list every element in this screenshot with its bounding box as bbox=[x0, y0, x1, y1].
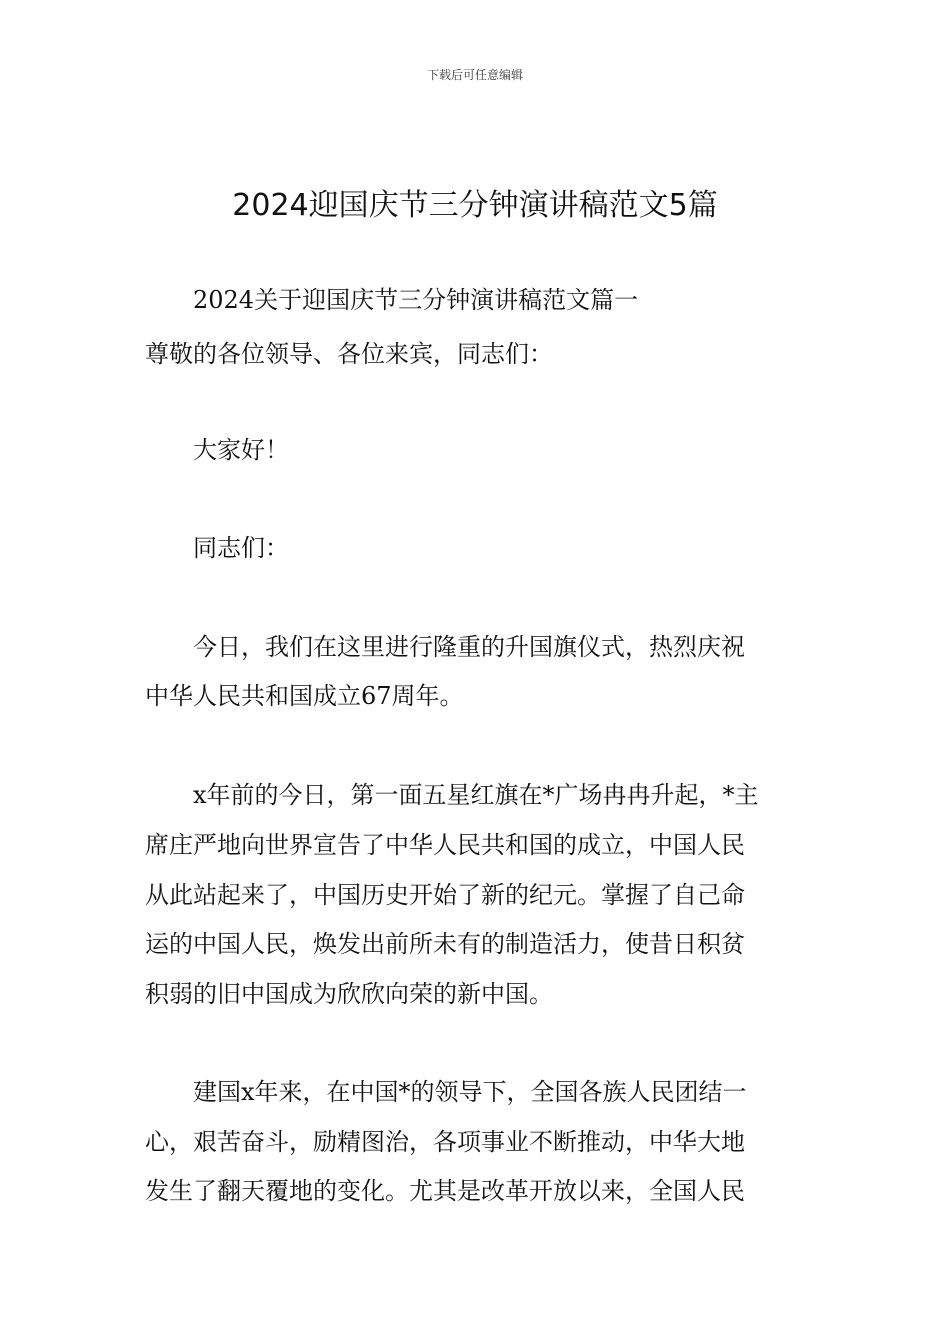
para2-line: 运的中国人民，焕发出前所未有的制造活力，使昔日积贫 bbox=[145, 930, 745, 958]
header-note: 下载后可任意编辑 bbox=[426, 68, 523, 82]
para1-line: 今日，我们在这里进行隆重的升国旗仪式，热烈庆祝 bbox=[193, 633, 745, 661]
greeting: 大家好！ bbox=[193, 436, 289, 464]
para3-line: 发生了翻天覆地的变化。尤其是改革开放以来，全国人民 bbox=[145, 1177, 745, 1205]
para2-line: 积弱的旧中国成为欣欣向荣的新中国。 bbox=[145, 980, 553, 1008]
document-title: 2024迎国庆节三分钟演讲稿范文5篇 bbox=[232, 188, 718, 223]
para3-line: 心，艰苦奋斗，励精图治，各项事业不断推动，中华大地 bbox=[145, 1128, 745, 1156]
para2-line: 从此站起来了，中国历史开始了新的纪元。掌握了自己命 bbox=[145, 881, 745, 909]
salutation: 尊敬的各位领导、各位来宾，同志们： bbox=[145, 340, 553, 368]
para1-line: 中华人民共和国成立67周年。 bbox=[145, 682, 464, 710]
para3-line: 建国x年来，在中国*的领导下，全国各族人民团结一 bbox=[193, 1078, 747, 1106]
para2-line: 席庄严地向世界宣告了中华人民共和国的成立，中国人民 bbox=[145, 831, 745, 859]
section-heading: 2024关于迎国庆节三分钟演讲稿范文篇一 bbox=[193, 286, 639, 314]
para2-line: x年前的今日，第一面五星红旗在*广场冉冉升起，*主 bbox=[193, 781, 759, 809]
address: 同志们： bbox=[193, 534, 289, 562]
